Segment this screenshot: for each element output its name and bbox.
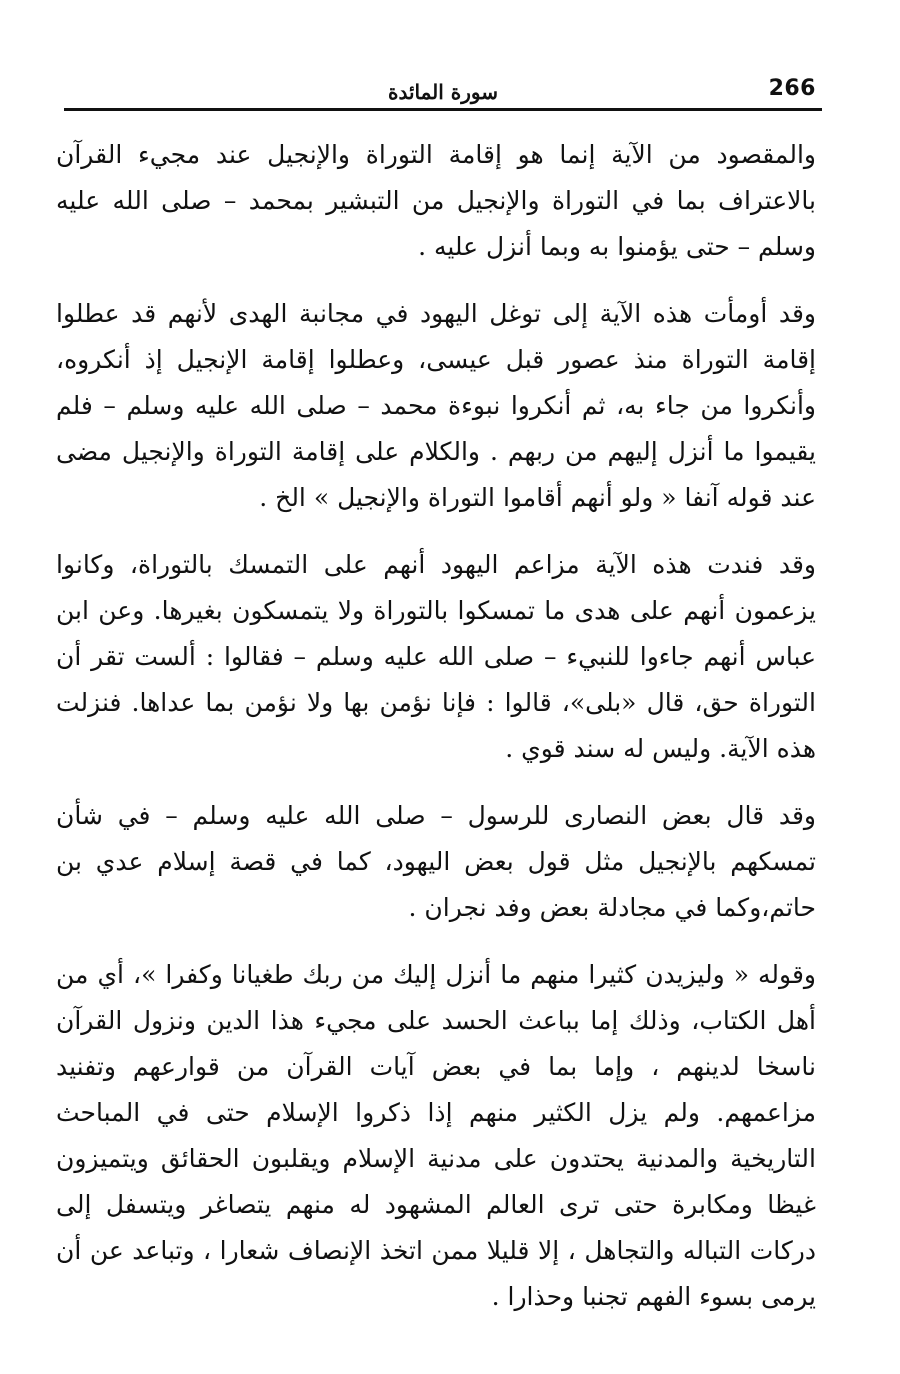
body-text xyxy=(56,132,816,1341)
paragraph-5: وقوله « وليزيدن كثيرا منهم ما أنزل إليك من ربك طغيانا وكفرا »، أي من أهل الكتاب، وذلك إما بباعث الحسد على مجيء هذا الدين ونزول القرآن ناسخا لدينهم ، وإما بما في بعض آيات القرآن من قوارعهم وتفنيد مزاعمهم. ولم يزل الكثير منهم إذا ذكروا الإسلام حتى في المباحث التاريخية والمدنية يحتدون على مدنية الإسلام ويقلبون الحقائق ويتميزون غيظا ومكابرة حتى ترى العالم المشهود له منهم يتصاغر ويتسفل إلى دركات التباله والتجاهل ، إلا قليلا ممن اتخذ الإنصاف شعارا ، وتباعد عن أن يرمى بسوء الفهم تجنبا وحذارا . xyxy=(56,960,816,1311)
page-number: 266 xyxy=(768,76,816,101)
running-header xyxy=(64,70,822,106)
paragraph-3: وقد فندت هذه الآية مزاعم اليهود أنهم على التمسك بالتوراة، وكانوا يزعمون أنهم على هدى ما تمسكوا بالتوراة ولا يتمسكون بغيرها. وعن ابن عباس أنهم جاءوا للنبيء – صلى الله عليه وسلم – فقالوا : ألست تقر أن التوراة حق، قال «بلى»، قالوا : فإنا نؤمن بها ولا نؤمن بما عداها. فنزلت هذه الآية. وليس له سند قوي . xyxy=(56,550,816,763)
header-rule xyxy=(64,108,822,111)
paragraph-2: وقد أومأت هذه الآية إلى توغل اليهود في مجانبة الهدى لأنهم قد عطلوا إقامة التوراة منذ عصور قبل عيسى، وعطلوا إقامة الإنجيل إذ أنكروه، وأنكروا من جاء به، ثم أنكروا نبوءة محمد – صلى الله عليه وسلم – فلم يقيموا ما أنزل إليهم من ربهم . والكلام على إقامة التوراة والإنجيل مضى عند قوله آنفا « ولو أنهم أقاموا التوراة والإنجيل » الخ . xyxy=(56,299,816,512)
surah-title: سورة المائدة xyxy=(387,80,499,104)
paragraph-4: وقد قال بعض النصارى للرسول – صلى الله عليه وسلم – في شأن تمسكهم بالإنجيل مثل قول بعض اليهود، كما في قصة إسلام عدي بن حاتم،وكما في مجادلة بعض وفد نجران . xyxy=(56,801,816,922)
paragraph-1: والمقصود من الآية إنما هو إقامة التوراة والإنجيل عند مجيء القرآن بالاعتراف بما في التوراة والإنجيل من التبشير بمحمد – صلى الله عليه وسلم – حتى يؤمنوا به وبما أنزل عليه . xyxy=(56,140,816,261)
